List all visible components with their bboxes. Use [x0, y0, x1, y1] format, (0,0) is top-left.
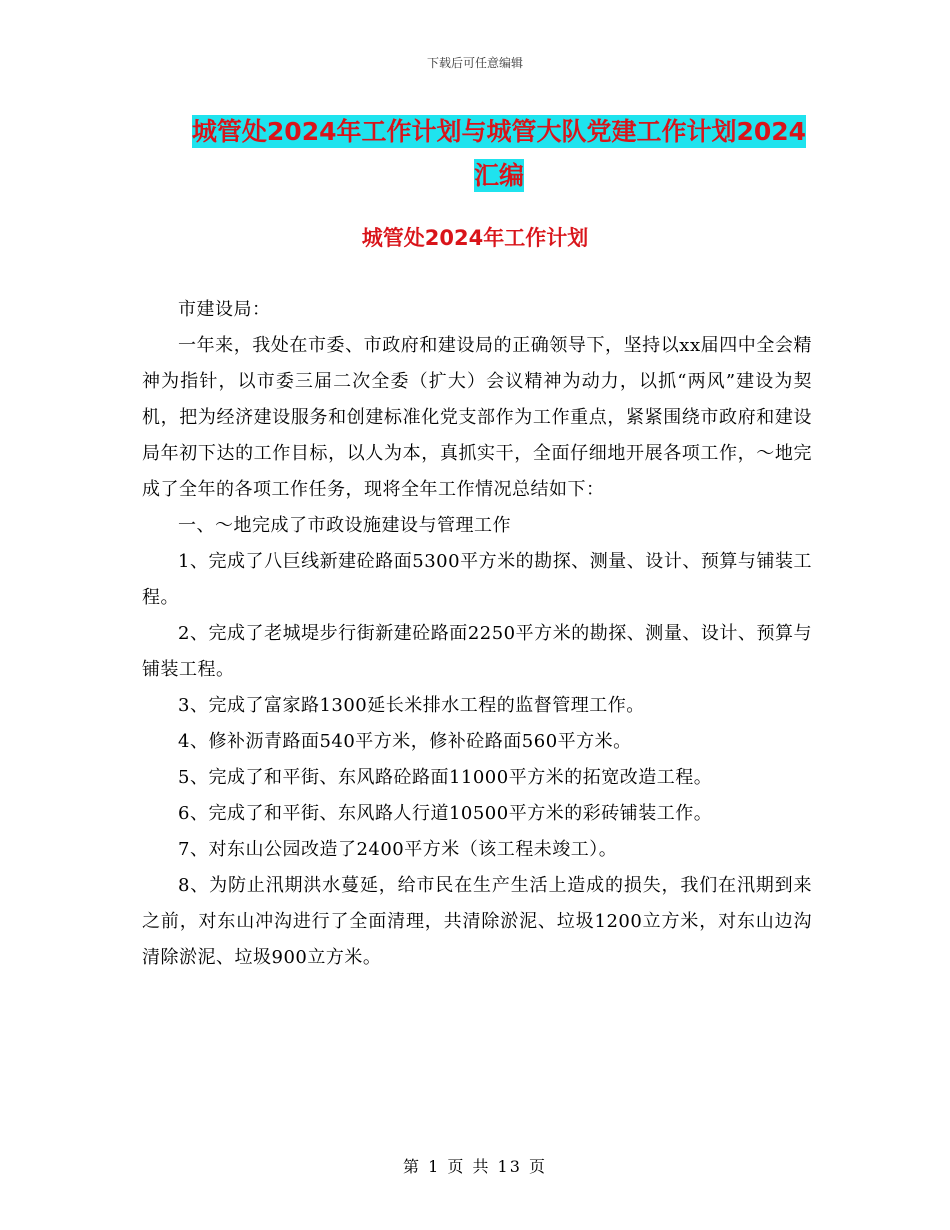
paragraph-item-8: 8、为防止汛期洪水蔓延，给市民在生产生活上造成的损失，我们在汛期到来之前，对东山冲沟进行了全面清理，共清除淤泥、垃圾1200立方米，对东山边沟清除淤泥、垃圾900立方米。 — [142, 875, 812, 968]
title-line-2: 汇编 — [473, 161, 524, 190]
section-title: 城管处2024年工作计划 — [361, 226, 589, 250]
paragraph-item-4: 4、修补沥青路面540平方米，修补砼路面560平方米。 — [178, 731, 632, 752]
paragraph-salutation: 市建设局： — [178, 299, 271, 320]
paragraph-heading-1: 一、～地完成了市政设施建设与管理工作 — [178, 515, 511, 536]
document-body — [142, 292, 812, 976]
paragraph-item-7: 7、对东山公园改造了2400平方米（该工程未竣工）。 — [178, 839, 618, 860]
paragraph-item-5: 5、完成了和平街、东风路砼路面11000平方米的拓宽改造工程。 — [178, 767, 713, 788]
paragraph-item-3: 3、完成了富家路1300延长米排水工程的监督管理工作。 — [178, 695, 645, 716]
paragraph-intro: 一年来，我处在市委、市政府和建设局的正确领导下，坚持以xx届四中全会精神为指针，以市委三届二次全委（扩大）会议精神为动力，以抓“两风”建设为契机，把为经济建设服务和创建标准化党支部作为工作重点，紧紧围绕市政府和建设局年初下达的工作目标，以人为本，真抓实干，全面仔细地开展各项工作，～地完成了全年的各项工作任务，现将全年工作情况总结如下： — [142, 335, 812, 500]
title-line-1: 城管处2024年工作计划与城管大队党建工作计划2024 — [191, 117, 807, 146]
paragraph-item-2: 2、完成了老城堤步行街新建砼路面2250平方米的勘探、测量、设计、预算与铺装工程。 — [142, 623, 812, 680]
header-note: 下载后可任意编辑 — [426, 56, 523, 70]
page-number: 第 1 页 共 13 页 — [403, 1157, 547, 1176]
paragraph-item-1: 1、完成了八巨线新建砼路面5300平方米的勘探、测量、设计、预算与铺装工程。 — [142, 551, 812, 608]
document-title — [186, 110, 812, 198]
paragraph-item-6: 6、完成了和平街、东风路人行道10500平方米的彩砖铺装工作。 — [178, 803, 713, 824]
